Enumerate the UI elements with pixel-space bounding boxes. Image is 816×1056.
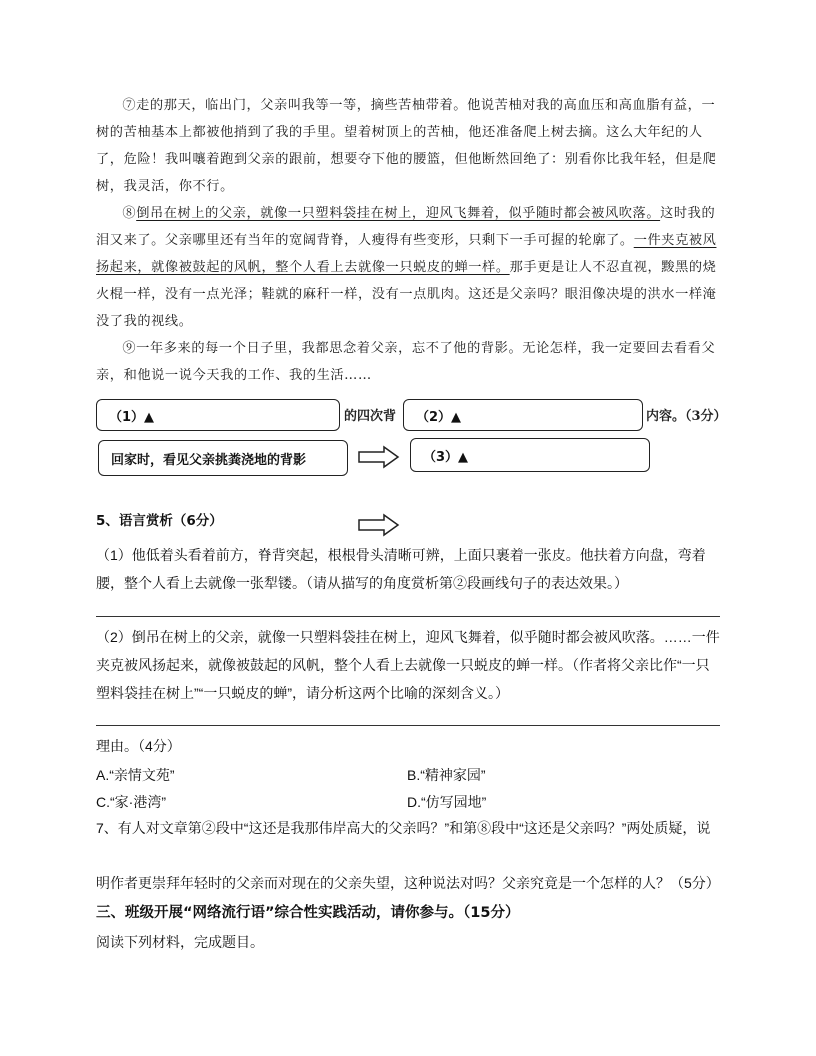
- paragraph-8: [96, 200, 728, 335]
- q5-subquestion-1: （1）他低着头看着前方，脊背突起，根根骨头清晰可辨，上面只裹着一张皮。他扶着方向盘，弯着腰，整个人看上去就像一张犁镂。（请从描写的角度赏析第②段画线句子的表达效果。）: [96, 547, 706, 591]
- underlined-sentence-2: 一件夹克被风扬起来，就像被鼓起的风帆，整个人看上去就像一只蜕皮的蝉一样。: [96, 233, 717, 275]
- option-a: A.“亲情文苑”: [96, 767, 175, 783]
- option-c: C.“家·港湾”: [96, 794, 166, 810]
- section-3-instruction: 阅读下列材料，完成题目。: [96, 934, 264, 950]
- q5-title: 5、语言赏析（6分）: [96, 513, 223, 529]
- diagram-box-2: （2）▲: [403, 399, 643, 431]
- passage-block: [96, 92, 728, 389]
- paragraph-9: ⑨一年多来的每一个日子里，我都思念着父亲，忘不了他的背影。无论怎样，我一定要回去看看父亲，和他说一说今天我的工作、我的生活……: [96, 341, 716, 383]
- diagram-fragment-2: 内容。（3分）: [646, 409, 727, 424]
- q6-reason: 理由。（4分）: [96, 738, 181, 754]
- section-3-title: 三、班级开展“网络流行语”综合性实践活动，请你参与。（15分）: [96, 905, 520, 921]
- underlined-sentence-1: 倒吊在树上的父亲，就像一只塑料袋挂在树上，迎风飞舞着，似乎随时都会被风吹落。: [136, 206, 661, 221]
- paragraph-8-text-2: 那手更是让人不忍直视，黢黑的烧火棍一样，没有一点光泽；鞋就的麻秆一样，没有一点肌肉。这还是父亲吗？眼泪像决堤的洪水一样淹没了我的视线。: [96, 260, 717, 329]
- paragraph-8-number: ⑧: [122, 206, 137, 221]
- q7-line-1: 7、有人对文章第②段中“这还是我那伟岸高大的父亲吗？”和第⑧段中“这还是父亲吗？”两处质疑，说: [96, 820, 711, 836]
- paragraph-7: ⑦走的那天，临出门，父亲叫我等一等，摘些苦柚带着。他说苦柚对我的高血压和高血脂有益，一树的苦柚基本上都被他捎到了我的手里。望着树顶上的苦柚，他还准备爬上树去摘。这么大年纪的人了，危险！我叫嚷着跑到父亲的跟前，想要夺下他的腰篮，但他断然回绝了：别看你比我年轻，但是爬树，我灵活，你不行。: [96, 98, 717, 194]
- arrow-right-icon: [358, 445, 400, 469]
- q7-line-2: 明作者更崇拜年轻时的父亲而对现在的父亲失望，这种说法对吗？父亲究竟是一个怎样的人？（5分）: [96, 875, 720, 891]
- option-d: D.“仿写园地”: [407, 794, 487, 810]
- option-b: B.“精神家园”: [407, 767, 486, 783]
- paragraph-8-text-1: 这时我的泪又来了。父亲哪里还有当年的宽阔背脊，人瘦得有些变形，只剩下一手可握的轮廓了。: [96, 206, 716, 248]
- answer-line: [96, 725, 720, 726]
- diagram-box-1: （1）▲: [96, 399, 340, 431]
- diagram-box-3: （3）▲: [410, 438, 650, 472]
- diagram-fragment-1: 的四次背: [344, 409, 397, 424]
- q5-subquestion-2: （2）倒吊在树上的父亲，就像一只塑料袋挂在树上，迎风飞舞着，似乎随时都会被风吹落。……一件夹克被风扬起来，就像被鼓起的风帆，整个人看上去就像一只蜕皮的蝉一样。（作者将父亲比作“一只塑料袋挂在树上”“一只蜕皮的蝉”，请分析这两个比喻的深刻含义。）: [96, 629, 720, 701]
- answer-line: [96, 616, 720, 617]
- diagram-box-4: 回家时，看见父亲挑粪浇地的背影: [98, 440, 348, 476]
